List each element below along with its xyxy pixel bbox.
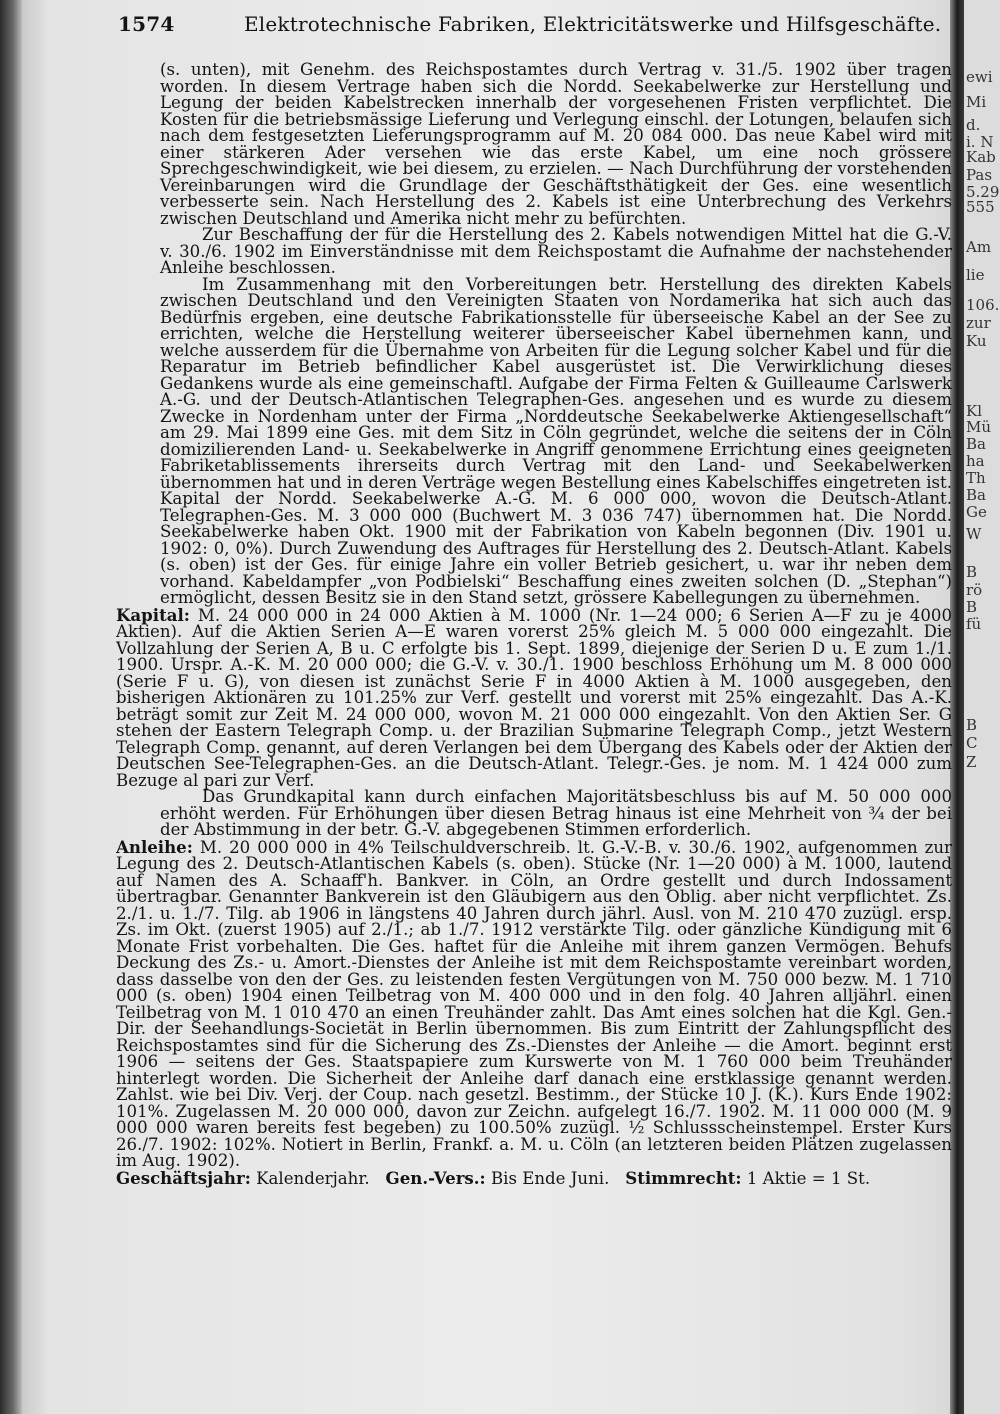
facing-page-fragment: ewi bbox=[966, 68, 993, 86]
paragraph-cable-contract: (s. unten), mit Genehm. des Reichspostamtes durch Vertrag v. 31./5. 1902 über tragen worden. In diesem Vertrage haben sich die Nordd. Seekabelwerke zur Herstellung und Legung der beiden Kabelstrecken innerhalb der vorgesehenen Fristen verpflichtet. Die Kosten für die betriebsmässige Lieferung und Verlegung einschl. der Lotungen, belaufen sich nach dem festgesetzten Lieferungsprogramm auf M. 20 084 000. Das neue Kabel wird mit einer stärkeren Ader versehen wie das erste Kabel, um eine noch grössere Sprechgeschwindigkeit, wie bei diesem, zu erzielen. — Nach Durchführung der vorstehenden Vereinbarungen wird die Grundlage der Geschäftsthätigkeit der Ges. eine wesentlich verbesserte sein. Nach Herstellung des 2. Kabels ist eine Unterbrechung des Verkehrs zwischen Deutschland und Amerika nicht mehr zu befürchten. bbox=[160, 62, 952, 228]
paragraph-financing: Zur Beschaffung der für die Herstellung des 2. Kabels notwendigen Mittel hat die G.-V. v. 30./6. 1902 im Einverständnisse mit dem Reichspostamt die Aufnahme der nachstehender Anleihe beschlossen. bbox=[160, 225, 952, 277]
facing-page-fragment: rö bbox=[966, 581, 983, 599]
running-title: Elektrotechnische Fabriken, Elektricitätswerke und Hilfsgeschäfte. bbox=[244, 12, 942, 36]
anleihe-section bbox=[116, 836, 952, 1170]
facing-page-fragment: Mü bbox=[966, 418, 992, 436]
facing-page-fragment: fü bbox=[966, 615, 982, 633]
kapital-continuation: Das Grundkapital kann durch einfachen Majoritätsbeschluss bis auf M. 50 000 000 erhöht werden. Für Erhöhungen über diesen Betrag hinaus ist eine Mehrheit von ¾ der bei der Abstimmung in der betr. G.-V. abgegebenen Stimmen erforderlich. bbox=[160, 787, 952, 839]
facing-page-fragment: Ba bbox=[966, 435, 986, 453]
gen-vers-value: Bis Ende Juni. bbox=[490, 1168, 610, 1188]
kapital-label: Kapital: bbox=[116, 604, 190, 625]
facing-page-edge bbox=[964, 0, 1000, 1414]
facing-page-fragment: B bbox=[966, 716, 978, 734]
facing-page-fragment: Pas bbox=[966, 166, 993, 184]
anleihe-label: Anleihe: bbox=[116, 836, 193, 857]
gen-vers-label: Gen.-Vers.: bbox=[385, 1167, 486, 1188]
paragraph-seekabelwerke: Im Zusammenhang mit den Vorbereitungen betr. Herstellung des direkten Kabels zwischen Deutschland und den Vereinigten Staaten von Nordamerika hat sich auch das Bedürfnis ergeben, eine deutsche Fabrikationsstelle für überseeische Kabel an der See zu errichten, welche die Herstellung weiterer überseeischer Kabel übernehmen kann, und welche ausserdem für die Übernahme von Arbeiten für die Legung solcher Kabel und für die Reparatur im Betrieb befindlicher Kabel ausgerüstet ist. Die Verwirklichung dieses Gedankens wurde als eine gemeinschaftl. Aufgabe der Firma Felten & Guilleaume Carlswerk A.-G. und der Deutsch-Atlantischen Telegraphen-Ges. angesehen und es wurde zu diesem Zwecke in Nordenham unter der Firma „Norddeutsche Seekabelwerke Aktiengesellschaft“ am 29. Mai 1899 eine Ges. mit dem Sitz in Cöln gegründet, welche die seitens der in Cöln domizilierenden Land- u. Seekabelwerke in Angriff genommene Errichtung eines geeigneten Fabriketablissements ihrerseits durch Vertrag mit den Land- und Seekabelwerken übernommen hat und in deren Verträge wegen Bestellung eines Kabelschiffes eingetreten ist. Kapital der Nordd. Seekabelwerke A.-G. M. 6 000 000, wovon die Deutsch-Atlant. Telegraphen-Ges. M. 3 000 000 (Buchwert M. 3 036 747) übernommen hat. Die Nordd. Seekabelwerke haben Okt. 1900 mit der Fabrikation von Kabeln begonnen (Div. 1901 u. 1902: 0, 0%). Durch Zuwendung des Auftrages für Herstellung des 2. Deutsch-Atlant. Kabels (s. oben) ist der Ges. für einige Jahre ein voller Betrieb gesichert, u. war ihr neben dem vorhand. Kabeldampfer „von Podbielski“ Beschaffung eines zweiten solchen (D. „Stephan“) ermöglicht, dessen Besitz sie in den Stand setzt, grössere Kabellegungen zu übernehmen. bbox=[160, 274, 952, 607]
facing-page-fragment: Th bbox=[966, 469, 986, 487]
facing-page-fragment: Kab bbox=[966, 148, 996, 166]
kapital-section bbox=[116, 604, 952, 790]
stimmrecht-label: Stimmrecht: bbox=[625, 1167, 742, 1188]
stimmrecht-value: 1 Aktie = 1 St. bbox=[746, 1168, 871, 1188]
facing-page-fragment: i. N bbox=[966, 133, 994, 151]
footer-info-line bbox=[116, 1167, 952, 1188]
facing-page-fragment: B bbox=[966, 598, 978, 616]
page-gutter bbox=[950, 0, 964, 1414]
facing-page-fragment: 5.29 bbox=[966, 183, 1000, 201]
facing-page-fragment: ha bbox=[966, 452, 985, 470]
geschaeftsjahr-label: Geschäftsjahr: bbox=[116, 1167, 251, 1188]
facing-page-fragment: Kl bbox=[966, 402, 983, 420]
facing-page-fragment: B bbox=[966, 563, 978, 581]
facing-page-fragment: W bbox=[966, 525, 982, 543]
geschaeftsjahr-value: Kalenderjahr. bbox=[256, 1168, 370, 1188]
book-binding-shadow bbox=[0, 0, 22, 1414]
facing-page-fragment: Ge bbox=[966, 503, 987, 521]
page-header bbox=[118, 8, 950, 38]
facing-page-fragment: Z bbox=[966, 753, 977, 771]
company-description bbox=[116, 62, 952, 607]
facing-page-fragment: zur bbox=[966, 314, 991, 332]
facing-page-fragment: Am bbox=[966, 238, 992, 256]
page-number: 1574 bbox=[118, 12, 175, 36]
facing-page-fragment: 555 bbox=[966, 198, 995, 216]
facing-page-fragment: Mi bbox=[966, 93, 987, 111]
kapital-text: M. 24 000 000 in 24 000 Aktien à M. 1000 (Nr. 1—24 000; 6 Serien A—F zu je 4000 Aktien). Auf die Aktien Serien A—E waren vorerst 25% gleich M. 5 000 000 eingezahlt. Die Vollzahlung der Serien A, B u. C erfolgte bis 1. Sept. 1899, diejenige der Serien D u. E zum 1./1. 1900. Urspr. A.-K. M. 20 000 000; die G.-V. v. 30./1. 1900 beschloss Erhöhung um M. 8 000 000 (Serie F u. G), von diesen ist zunächst Serie F in 4000 Aktien à M. 1000 ausgegeben, den bisherigen Aktionären zu 101.25% zur Verf. gestellt und vorerst mit 25% eingezahlt. Das A.-K. beträgt somit zur Zeit M. 24 000 000, wovon M. 21 000 000 eingezahlt. Von den Aktien Ser. G stehen der Eastern Telegraph Comp. u. der Brazilian Submarine Telegraph Comp., jetzt Western Telegraph Comp. genannt, auf deren Verlangen bei dem Übergang des Kabels oder der Aktien der Deutschen See-Telegraphen-Ges. an die Deutsch-Atlant. Telegr.-Ges. je nom. M. 1 424 000 zum Bezuge al pari zur Verf. bbox=[116, 605, 952, 790]
facing-page-fragment: 106. bbox=[966, 296, 1000, 314]
facing-page-fragment: lie bbox=[966, 266, 985, 284]
anleihe-text: M. 20 000 000 in 4% Teilschuldverschreib. lt. G.-V.-B. v. 30./6. 1902, aufgenommen zur Legung des 2. Deutsch-Atlantischen Kabels (s. oben). Stücke (Nr. 1—20 000) à M. 1000, lautend auf Namen des A. Schaaff'h. Bankver. in Cöln, an Ordre gestellt und durch Indossament übertragbar. Genannter Bankverein ist den Gläubigern aus den Oblig. aber nicht verpflichtet. Zs. 2./1. u. 1./7. Tilg. ab 1906 in längstens 40 Jahren durch jährl. Ausl. von M. 210 470 zuzügl. ersp. Zs. im Okt. (zuerst 1905) auf 2./1.; ab 1./7. 1912 verstärkte Tilg. oder gänzliche Kündigung mit 6 Monate Frist vorbehalten. Die Ges. haftet für die Anleihe mit ihrem ganzen Vermögen. Behufs Deckung des Zs.- u. Amort.-Dienstes der Anleihe ist mit dem Reichspostamte vereinbart worden, dass dasselbe von den der Ges. zu leistenden festen Vergütungen von M. 750 000 bezw. M. 1 710 000 (s. oben) 1904 einen Teilbetrag von M. 400 000 und in den folg. 40 Jahren alljährl. einen Teilbetrag von M. 1 010 470 an einen Treuhänder zahlt. Das Amt eines solchen hat die Kgl. Gen.-Dir. der Seehandlungs-Societät in Berlin übernommen. Bis zum Eintritt der Zahlungspflicht des Reichspostamtes sind für die Sicherung des Zs.-Dienstes der Anleihe — die Amort. beginnt erst 1906 — seitens der Ges. Staatspapiere zum Kurswerte von M. 1 760 000 beim Treuhänder hinterlegt worden. Die Sicherheit der Anleihe darf danach eine erstklassige genannt werden. Zahlst. wie bei Div. Verj. der Coup. nach gesetzl. Bestimm., der Stücke 10 J. (K.). Kurs Ende 1902: 101%. Zugelassen M. 20 000 000, davon zur Zeichn. aufgelegt 16./7. 1902. M. 11 000 000 (M. 9 000 000 waren bereits fest begeben) zu 100.50% zuzügl. ½ Schlussscheinstempel. Erster Kurs 26./7. 1902: 102%. Notiert in Berlin, Frankf. a. M. u. Cöln (an letzteren beiden Plätzen zugelassen im Aug. 1902). bbox=[116, 837, 952, 1170]
facing-page-fragment: Ku bbox=[966, 332, 987, 350]
facing-page-fragment: d. bbox=[966, 116, 981, 134]
page-body bbox=[116, 62, 952, 1402]
facing-page-fragment: C bbox=[966, 734, 978, 752]
kapital-continuation-block bbox=[116, 789, 952, 839]
facing-page-fragment: Ba bbox=[966, 486, 986, 504]
